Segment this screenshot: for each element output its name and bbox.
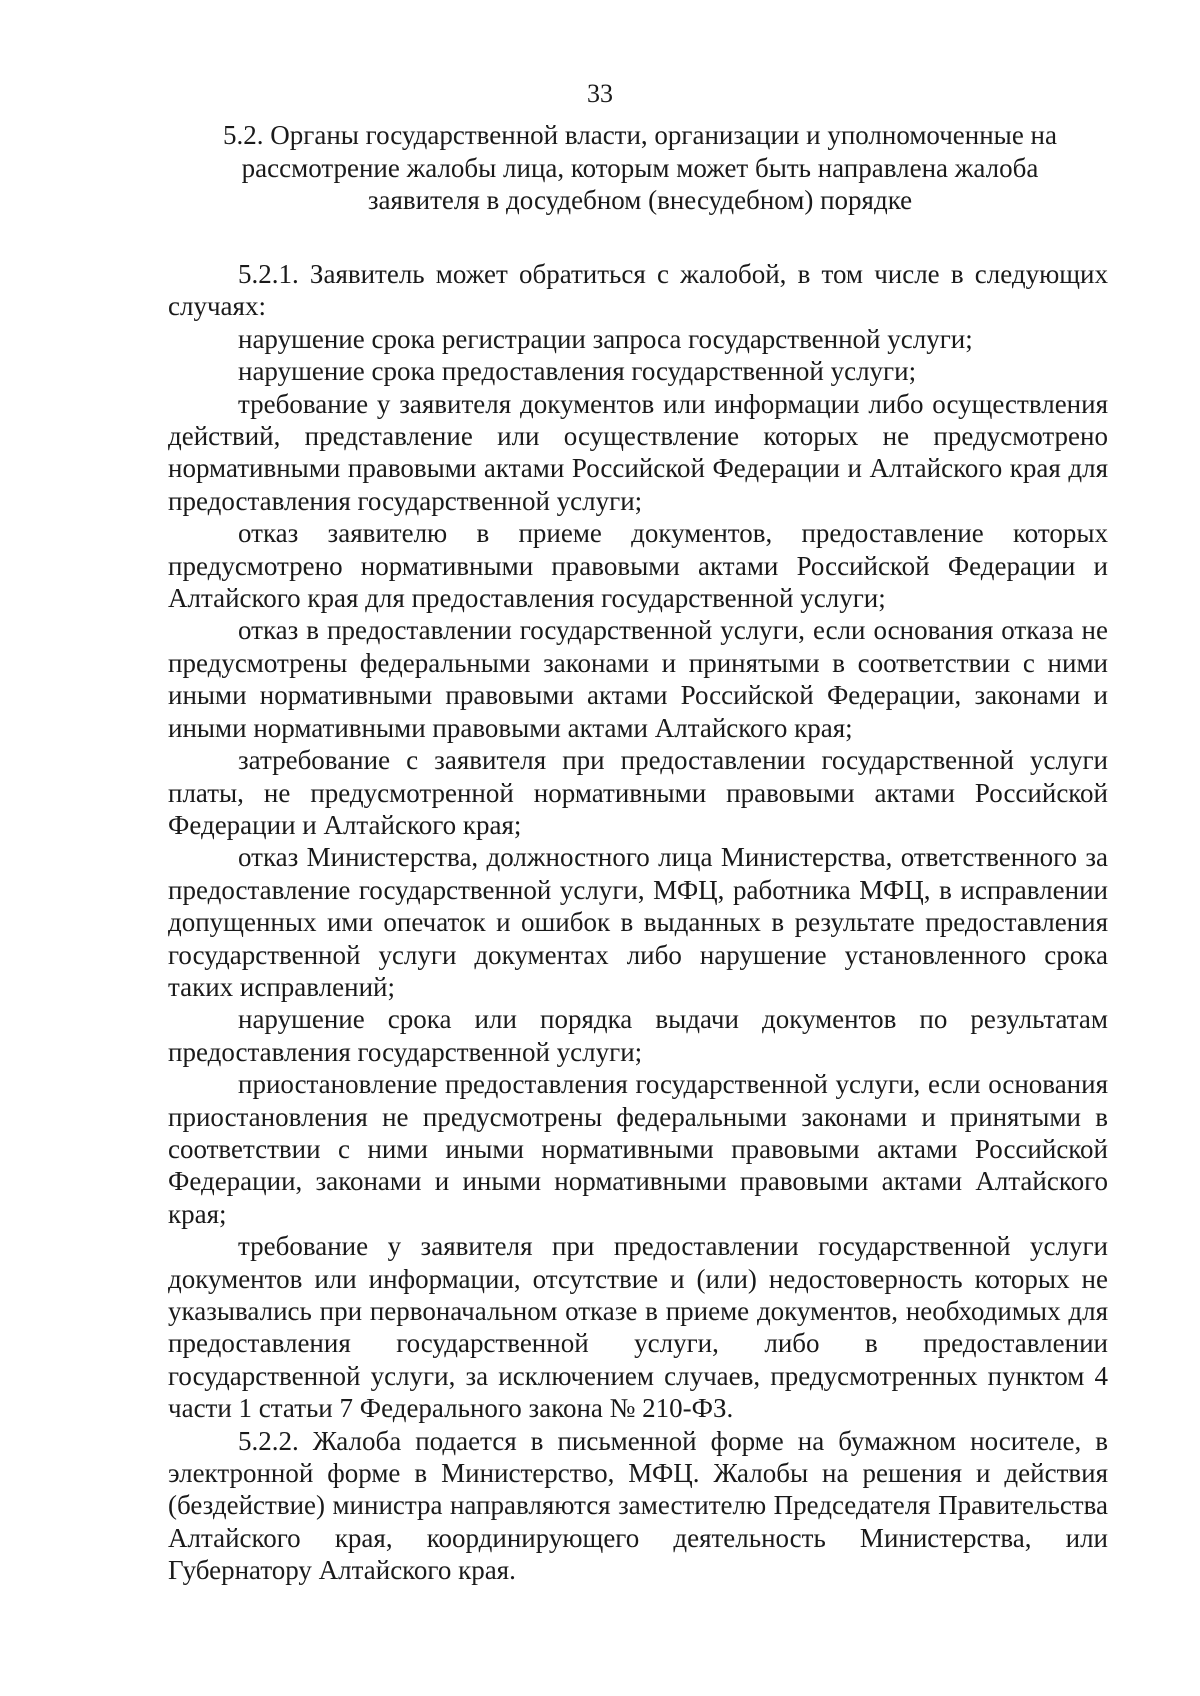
section-heading: 5.2. Органы государственной власти, организации и уполномоченные на рассмотрение жалобы лица, которым может быть направлена жалоба заявителя в досудебном (внесудебном) порядке — [223, 120, 1057, 215]
page-number: 33 — [587, 79, 613, 108]
list-item-service-refusal: отказ в предоставлении государственной услуги, если основания отказа не предусмотрены федеральными законами и принятыми в соответствии с ними иными нормативными правовыми актами Российской Федерации, законами и иными нормативными правовыми актами Алтайского края; — [168, 615, 1108, 743]
list-item-acceptance-refusal: отказ заявителю в приеме документов, предоставление которых предусмотрено нормативными правовыми актами Российской Федерации и Алтайского края для предоставления государственной услуги; — [168, 518, 1108, 614]
paragraph-5-2-1-intro: 5.2.1. Заявитель может обратиться с жалобой, в том числе в следующих случаях: — [168, 259, 1108, 322]
list-item-document-requirement: требование у заявителя документов или информации либо осуществления действий, представление или осуществление которых не предусмотрено нормативными правовыми актами Российской Федерации и Алтайского края для предоставления государственной услуги; — [168, 388, 1108, 516]
list-item-issuance-violation: нарушение срока или порядка выдачи документов по результатам предоставления государственной услуги; — [168, 1004, 1108, 1067]
list-item-deadline-violation: нарушение срока предоставления государственной услуги; — [238, 356, 917, 387]
document-body — [168, 258, 1108, 1587]
paragraph-5-2-2: 5.2.2. Жалоба подается в письменной форме на бумажном носителе, в электронной форме в Министерство, МФЦ. Жалобы на решения и действия (бездействие) министра направляются заместителю Председателя Правительства Алтайского края, координирующего деятельность Министерства, или Губернатору Алтайского края. — [168, 1425, 1108, 1586]
list-item-suspension: приостановление предоставления государственной услуги, если основания приостановления не предусмотрены федеральными законами и принятыми в соответствии с ними иными нормативными правовыми актами Российской Федерации, законами и иными нормативными правовыми актами Алтайского края; — [168, 1069, 1108, 1229]
list-item-unindicated-documents: требование у заявителя при предоставлении государственной услуги документов или информации, отсутствие и (или) недостоверность которых не указывались при первоначальном отказе в приеме документов, необходимых для предоставления государственной услуги, либо в предоставлении государственной услуги, за исключением случаев, предусмотренных пунктом 4 части 1 статьи 7 Федерального закона № 210-ФЗ. — [168, 1231, 1108, 1424]
list-item-registration-violation: нарушение срока регистрации запроса государственной услуги; — [238, 323, 973, 354]
list-item-fee-demand: затребование с заявителя при предоставлении государственной услуги платы, не предусмотренной нормативными правовыми актами Российской Федерации и Алтайского края; — [168, 745, 1108, 840]
list-item-correction-refusal: отказ Министерства, должностного лица Министерства, ответственного за предоставление государственной услуги, МФЦ, работника МФЦ, в исправлении допущенных ими опечаток и ошибок в выданных в результате предоставления государственной услуги документах либо нарушение установленного срока таких исправлений; — [168, 842, 1108, 1002]
